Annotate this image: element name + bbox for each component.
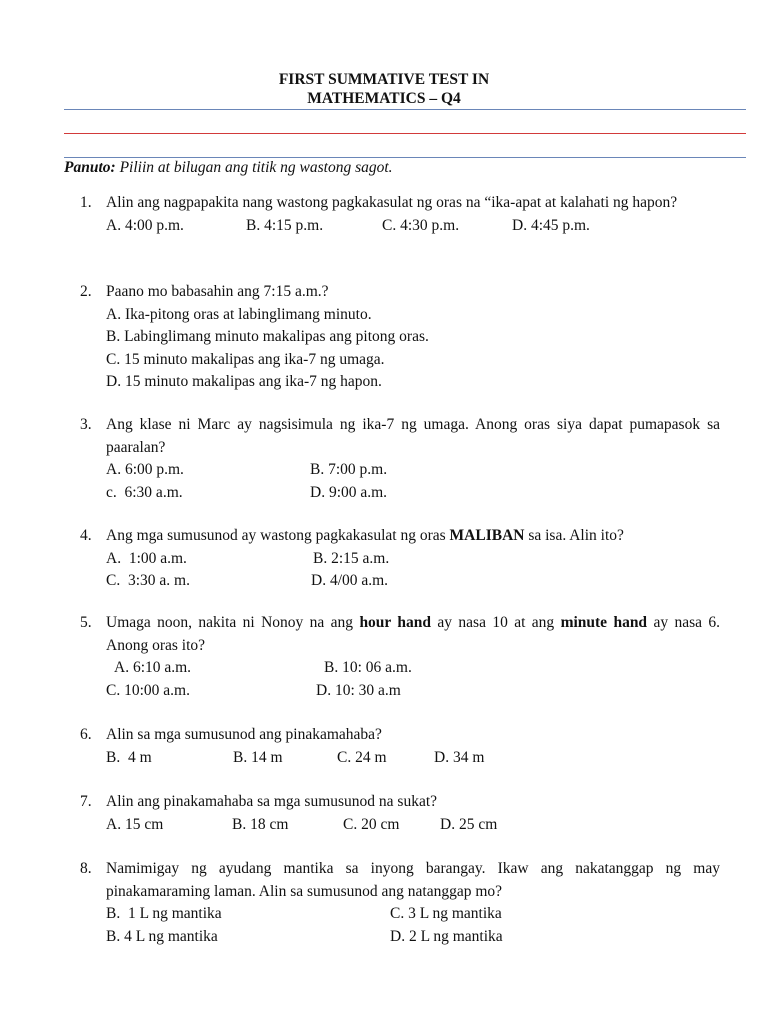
choice-b[interactable]: B. 18 cm — [232, 815, 289, 833]
test-title-line-1: FIRST SUMMATIVE TEST IN — [278, 71, 490, 88]
question-stem: Namimigay ng ayudang mantika sa inyong barangay. Ikaw ang nakatanggap ng may pinakamaraming laman. Alin sa sumusunod ang natanggap mo? — [106, 860, 720, 900]
choice-a[interactable]: B. 4 m — [106, 748, 152, 766]
question-number: 2. — [80, 283, 92, 300]
choices-row-2 — [106, 570, 720, 593]
choice-a[interactable]: A. 4:00 p.m. — [106, 216, 184, 234]
choices-row-1 — [106, 459, 720, 482]
choice-c[interactable]: C. 24 m — [337, 748, 387, 766]
stem-text: Ang mga sumusunod ay wastong pagkakasulat ng oras — [106, 527, 450, 544]
choice-b[interactable]: B. 4:15 p.m. — [246, 216, 324, 234]
choice-d[interactable]: D. 4:45 p.m. — [512, 216, 590, 234]
header-rule-red — [64, 133, 746, 134]
test-title-line-2: MATHEMATICS – Q4 — [307, 90, 461, 107]
choice-b[interactable]: B. 2:15 a.m. — [313, 549, 390, 567]
question-8 — [80, 858, 720, 948]
choice-d[interactable]: D. 25 cm — [440, 815, 498, 833]
choices-row-1 — [106, 903, 720, 926]
choice-b[interactable]: B. 14 m — [233, 748, 283, 766]
question-number: 1. — [80, 194, 92, 211]
question-stem: Alin ang pinakamahaba sa mga sumusunod na sukat? — [106, 793, 438, 810]
question-stem: Alin ang nagpapakita nang wastong pagkakasulat ng oras na “ika-apat at kalahati ng hapon? — [106, 194, 678, 211]
choices-row — [106, 747, 720, 770]
question-number: 5. — [80, 614, 92, 631]
choice-b[interactable]: B. 10: 06 a.m. — [324, 659, 412, 676]
choice-d[interactable]: D. 15 minuto makalipas ang ika-7 ng hapon. — [106, 373, 382, 390]
header-rule-blue-1 — [64, 109, 746, 110]
stem-emphasis: hour hand — [359, 614, 432, 631]
choices-row-2 — [106, 926, 720, 949]
stem-text: ay nasa 6. Anong oras ito? — [106, 614, 721, 654]
directions — [64, 158, 393, 178]
choice-a[interactable]: A. 1:00 a.m. — [106, 549, 187, 567]
choice-c[interactable]: c. 6:30 a.m. — [106, 483, 183, 501]
choices-row-1 — [106, 548, 720, 571]
choices-row — [106, 814, 720, 837]
question-3 — [80, 414, 720, 504]
choice-c[interactable]: C. 3:30 a. m. — [106, 572, 190, 589]
choice-d[interactable]: D. 2 L ng mantika — [390, 927, 503, 945]
question-6 — [80, 724, 720, 769]
question-number: 7. — [80, 793, 92, 810]
stem-emphasis: MALIBAN — [449, 527, 525, 544]
choice-c[interactable]: C. 10:00 a.m. — [106, 681, 190, 699]
choices-row-1 — [106, 657, 720, 680]
choice-a[interactable]: A. Ika-pitong oras at labinglimang minuto. — [106, 305, 372, 323]
choice-d[interactable]: D. 4/00 a.m. — [311, 572, 389, 589]
question-stem: Ang klase ni Marc ay nagsisimula ng ika-7 ng umaga. Anong oras siya dapat pumapasok sa paaralan? — [106, 416, 720, 456]
choice-d[interactable]: D. 9:00 a.m. — [310, 483, 388, 501]
choices-row-2 — [106, 680, 720, 703]
choice-c[interactable]: C. 20 cm — [343, 815, 400, 833]
directions-text: Piliin at bilugan ang titik ng wastong sagot. — [119, 159, 393, 176]
choice-b[interactable]: B. 7:00 p.m. — [310, 461, 388, 478]
question-stem: Alin sa mga sumusunod ang pinakamahaba? — [106, 726, 382, 743]
question-number: 8. — [80, 860, 92, 877]
question-stem — [106, 612, 720, 657]
question-number: 3. — [80, 416, 92, 433]
directions-label: Panuto: — [64, 159, 116, 176]
question-stem — [106, 525, 720, 548]
question-7 — [80, 791, 720, 836]
choice-a[interactable]: B. 1 L ng mantika — [106, 905, 222, 922]
choice-b[interactable]: B. 4 L ng mantika — [106, 927, 218, 945]
choice-c[interactable]: C. 4:30 p.m. — [382, 216, 460, 234]
choice-a[interactable]: A. 6:10 a.m. — [114, 659, 192, 676]
question-number: 6. — [80, 726, 92, 743]
choice-d[interactable]: D. 34 m — [434, 748, 485, 766]
question-stem: Paano mo babasahin ang 7:15 a.m.? — [106, 283, 329, 300]
choice-c[interactable]: C. 15 minuto makalipas ang ika-7 ng umaga. — [106, 350, 385, 368]
question-number: 4. — [80, 527, 92, 544]
question-5 — [80, 612, 720, 702]
choices-row — [106, 215, 720, 238]
choices-row-2 — [106, 482, 720, 505]
choice-a[interactable]: A. 6:00 p.m. — [106, 461, 184, 478]
question-4 — [80, 525, 720, 593]
stem-text: sa isa. Alin ito? — [524, 527, 624, 544]
choice-c[interactable]: C. 3 L ng mantika — [390, 905, 502, 922]
choice-a[interactable]: A. 15 cm — [106, 815, 164, 833]
question-2 — [80, 281, 720, 394]
choice-d[interactable]: D. 10: 30 a.m — [316, 681, 401, 699]
stem-emphasis: minute hand — [560, 614, 648, 631]
stem-text: ay nasa 10 at ang — [431, 614, 561, 631]
choice-b[interactable]: B. Labinglimang minuto makalipas ang pitong oras. — [106, 328, 429, 345]
question-1 — [80, 192, 720, 237]
stem-text: Umaga noon, nakita ni Nonoy na ang — [106, 614, 360, 631]
